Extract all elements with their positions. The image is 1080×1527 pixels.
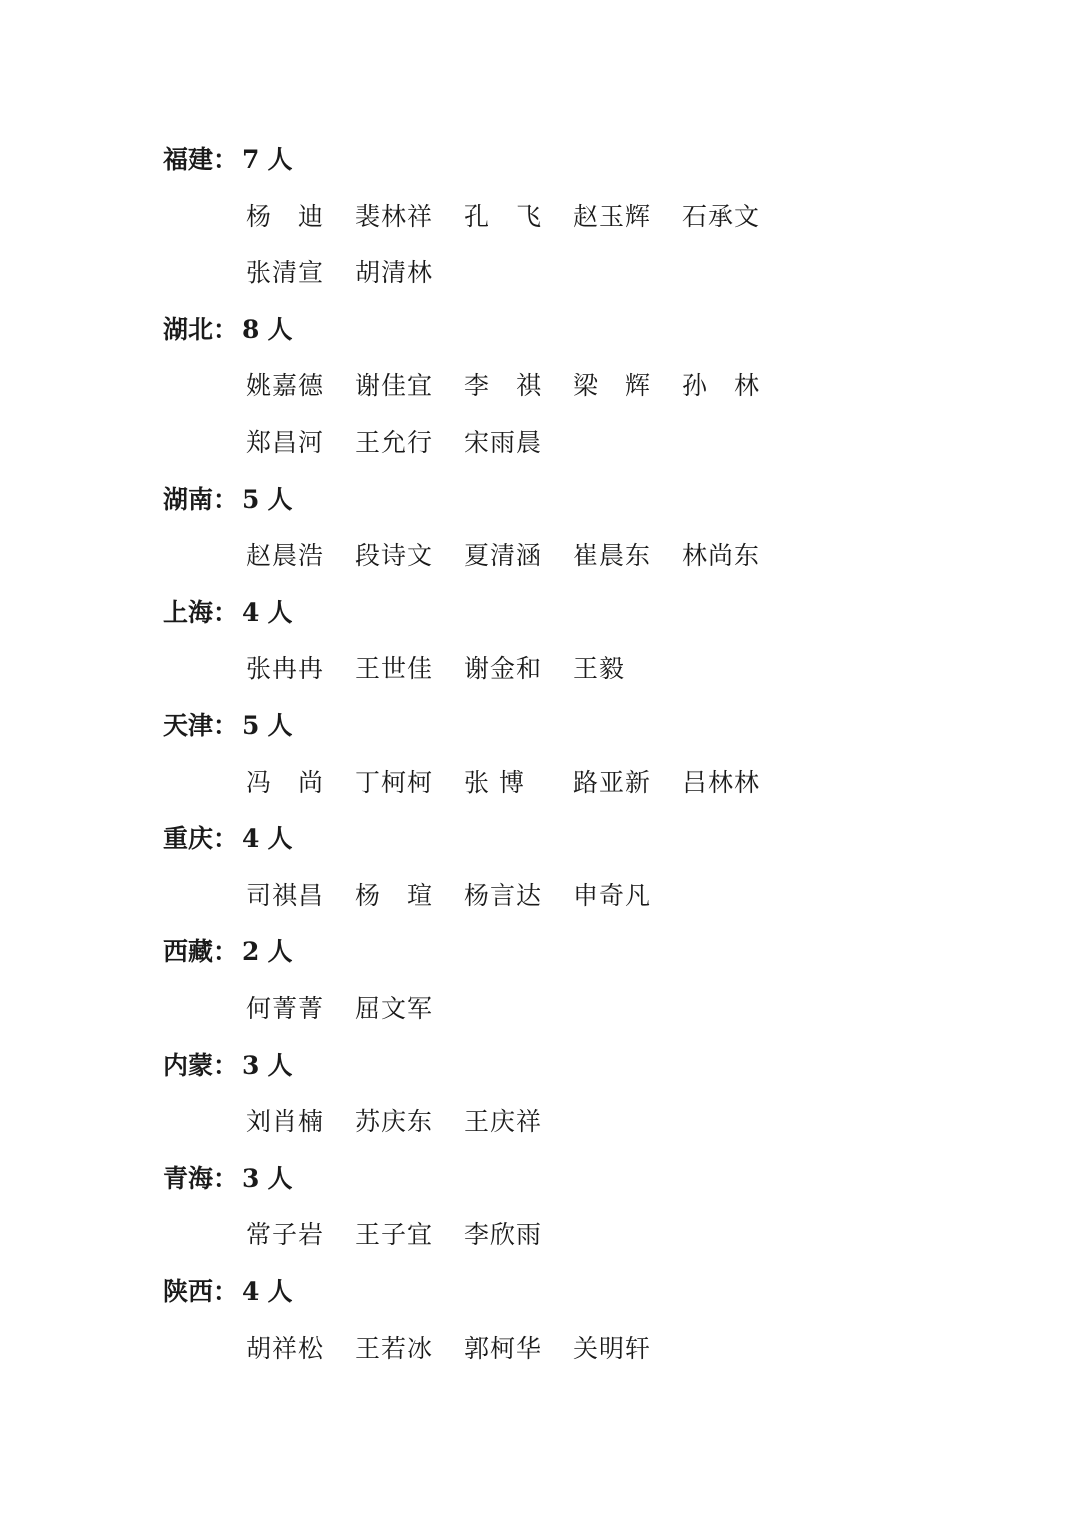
person-name: 冯 尚 bbox=[246, 767, 325, 797]
person-name: 何菁菁 bbox=[246, 994, 325, 1023]
member-count-unit: 人 bbox=[267, 1277, 293, 1306]
member-count-unit: 人 bbox=[267, 314, 293, 344]
person-name: 杨 迪 bbox=[246, 201, 325, 231]
member-count-unit: 人 bbox=[267, 1050, 293, 1080]
region-header bbox=[163, 706, 292, 746]
member-count: 4 bbox=[242, 824, 260, 854]
person-name: 崔晨东 bbox=[573, 541, 652, 571]
member-count: 5 bbox=[242, 484, 260, 514]
person-name: 王若冰 bbox=[355, 1333, 434, 1363]
region-separator: ： bbox=[213, 314, 239, 344]
person-name: 段诗文 bbox=[355, 541, 434, 571]
member-count-unit: 人 bbox=[267, 597, 293, 627]
region-header bbox=[163, 593, 292, 633]
region-separator: ： bbox=[213, 597, 239, 627]
region-separator: ： bbox=[213, 484, 239, 514]
region-header bbox=[163, 819, 292, 859]
person-name: 路亚新 bbox=[573, 767, 652, 797]
member-count: 8 bbox=[242, 314, 260, 344]
region-separator: ： bbox=[213, 1050, 239, 1080]
person-name: 刘肖楠 bbox=[246, 1107, 325, 1137]
person-name: 杨言达 bbox=[464, 880, 543, 910]
member-count-unit: 人 bbox=[267, 937, 293, 967]
region-name: 湖北 bbox=[163, 314, 214, 344]
person-name: 苏庆东 bbox=[355, 1107, 434, 1137]
person-name: 梁 辉 bbox=[573, 371, 652, 401]
region-header bbox=[163, 1046, 292, 1086]
member-count-unit: 人 bbox=[267, 484, 293, 514]
person-name: 郑昌河 bbox=[246, 428, 325, 457]
person-name: 丁柯柯 bbox=[355, 767, 434, 797]
member-count: 7 bbox=[242, 145, 260, 174]
person-name: 赵玉辉 bbox=[573, 201, 652, 231]
person-name: 林尚东 bbox=[682, 541, 761, 571]
person-name: 王庆祥 bbox=[464, 1107, 543, 1137]
person-name: 孙 林 bbox=[682, 371, 761, 401]
region-name: 上海 bbox=[163, 597, 214, 627]
member-count-unit: 人 bbox=[267, 145, 293, 174]
person-name: 王毅 bbox=[573, 654, 626, 684]
person-name: 孔 飞 bbox=[464, 201, 543, 231]
person-name: 张冉冉 bbox=[246, 654, 325, 684]
member-count-unit: 人 bbox=[267, 1163, 293, 1193]
region-name: 湖南 bbox=[163, 484, 214, 514]
person-name: 杨 瑄 bbox=[355, 880, 434, 910]
person-name: 裴林祥 bbox=[355, 201, 434, 231]
person-name: 司祺昌 bbox=[246, 880, 325, 910]
member-count: 3 bbox=[242, 1163, 260, 1193]
member-count: 4 bbox=[242, 597, 260, 627]
member-count: 3 bbox=[242, 1050, 260, 1080]
person-name: 关明轩 bbox=[573, 1333, 652, 1363]
member-count-unit: 人 bbox=[267, 711, 293, 740]
region-name: 福建 bbox=[163, 145, 214, 174]
person-name: 张清宣 bbox=[246, 258, 325, 288]
member-count-unit: 人 bbox=[267, 824, 293, 854]
region-header bbox=[163, 310, 292, 350]
person-name: 王子宜 bbox=[355, 1220, 434, 1250]
person-name: 宋雨晨 bbox=[464, 428, 543, 457]
region-separator: ： bbox=[213, 711, 239, 740]
region-header bbox=[163, 480, 292, 520]
region-name: 天津 bbox=[163, 711, 214, 740]
region-name: 青海 bbox=[163, 1163, 214, 1193]
person-name: 申奇凡 bbox=[573, 880, 652, 910]
region-name: 内蒙 bbox=[163, 1050, 214, 1080]
person-name: 郭柯华 bbox=[464, 1333, 543, 1363]
person-name: 王世佳 bbox=[355, 654, 434, 684]
region-separator: ： bbox=[213, 145, 239, 174]
person-name: 吕林林 bbox=[682, 767, 761, 797]
person-name: 李 祺 bbox=[464, 371, 543, 401]
person-name: 谢佳宜 bbox=[355, 371, 434, 401]
region-separator: ： bbox=[213, 1277, 239, 1306]
region-name: 陕西 bbox=[163, 1277, 214, 1306]
person-name: 胡清林 bbox=[355, 258, 434, 288]
person-name: 石承文 bbox=[682, 201, 761, 231]
person-name: 谢金和 bbox=[464, 654, 543, 684]
region-header bbox=[163, 1159, 292, 1199]
region-name: 西藏 bbox=[163, 937, 214, 967]
member-count: 2 bbox=[242, 937, 260, 967]
person-name: 常子岩 bbox=[246, 1220, 325, 1250]
region-separator: ： bbox=[213, 937, 239, 967]
person-name: 张 博 bbox=[464, 767, 525, 797]
person-name: 李欣雨 bbox=[464, 1220, 543, 1250]
region-name: 重庆 bbox=[163, 824, 214, 854]
region-header bbox=[163, 932, 292, 972]
member-count: 4 bbox=[242, 1277, 260, 1306]
person-name: 屈文军 bbox=[355, 994, 434, 1023]
member-count: 5 bbox=[242, 711, 260, 740]
region-header bbox=[163, 140, 292, 180]
person-name: 赵晨浩 bbox=[246, 541, 325, 571]
person-name: 姚嘉德 bbox=[246, 371, 325, 401]
region-header bbox=[163, 1272, 292, 1312]
person-name: 夏清涵 bbox=[464, 541, 543, 571]
person-name: 胡祥松 bbox=[246, 1333, 325, 1363]
region-separator: ： bbox=[213, 824, 239, 854]
region-separator: ： bbox=[213, 1163, 239, 1193]
person-name: 王允行 bbox=[355, 428, 434, 457]
